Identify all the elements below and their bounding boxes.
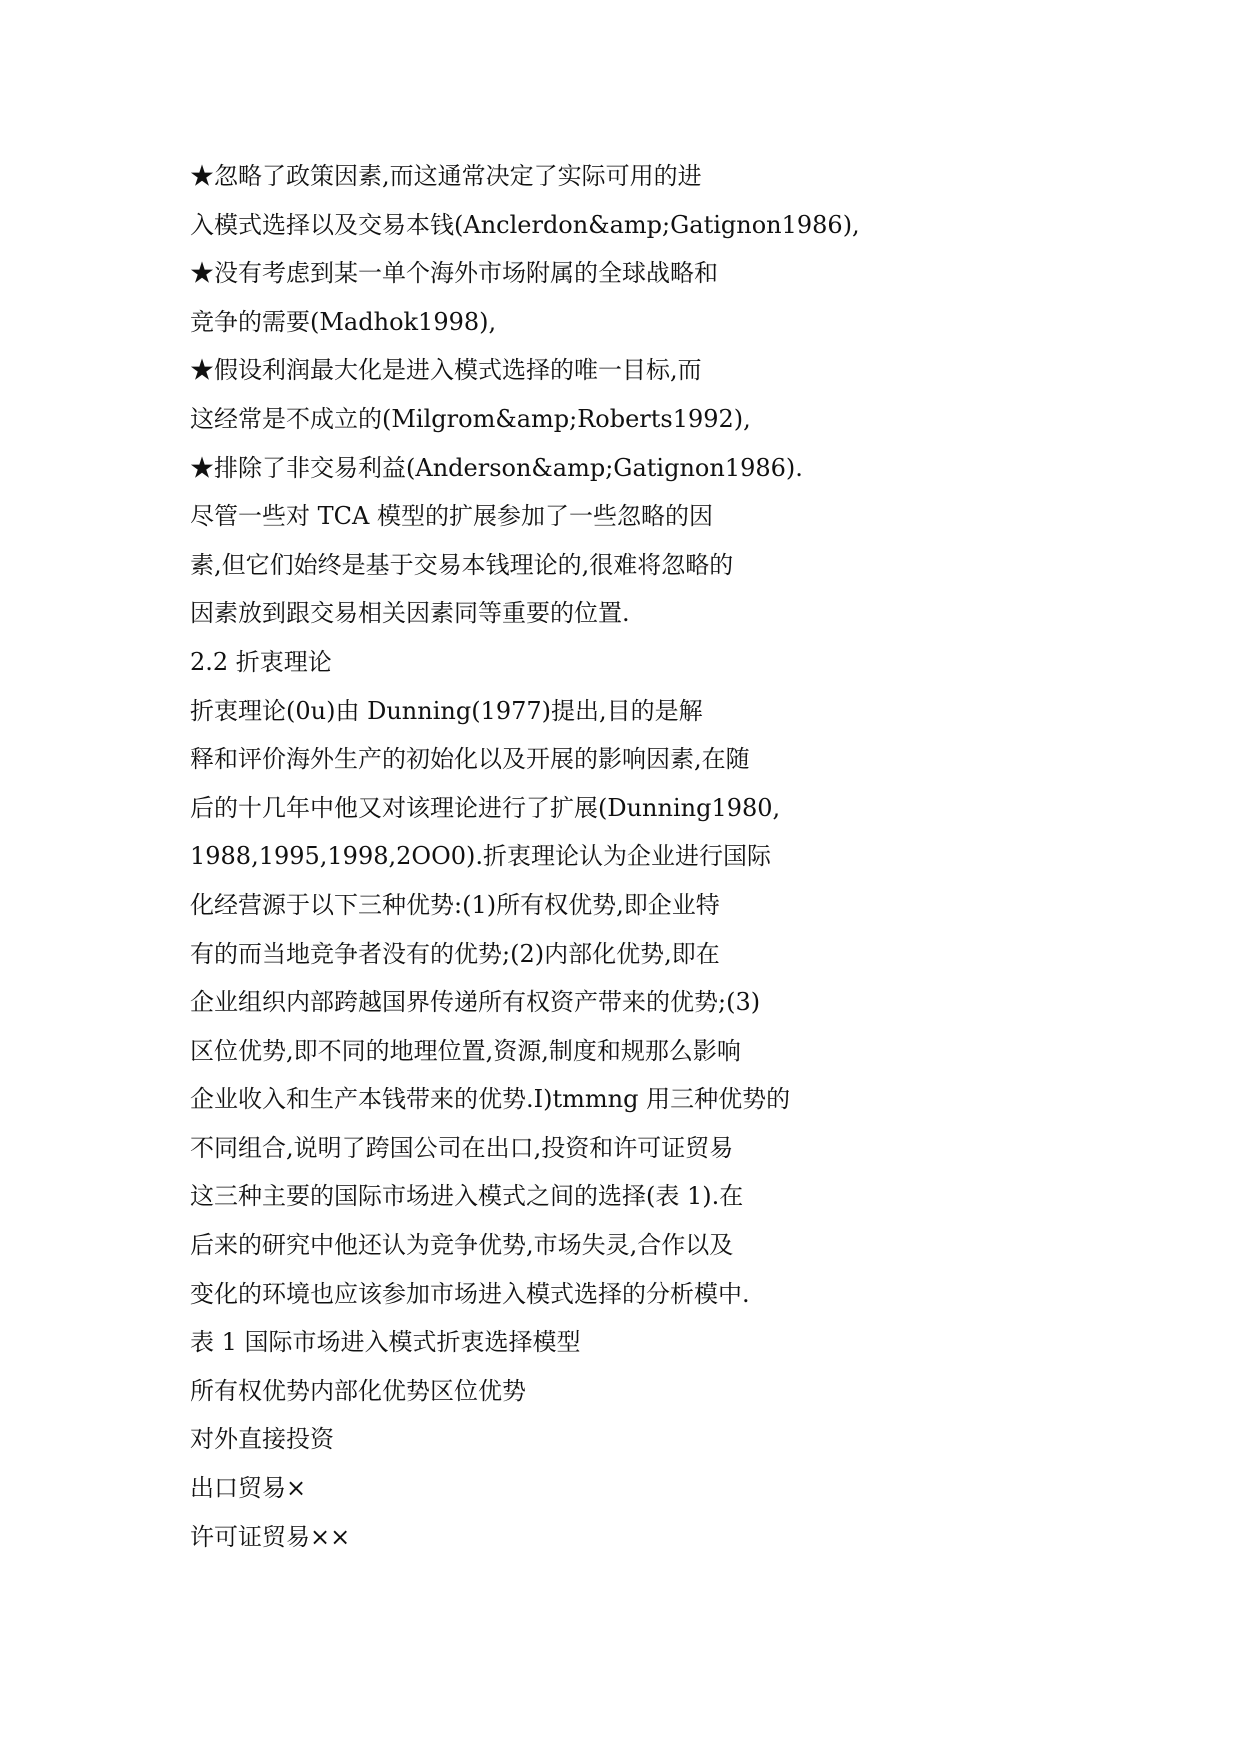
text-line: 不同组合,说明了跨国公司在出口,投资和许可证贸易 xyxy=(190,1133,734,1162)
text-line: 企业收入和生产本钱带来的优势.I)tmmng 用三种优势的 xyxy=(190,1085,791,1114)
text-line: 释和评价海外生产的初始化以及开展的影响因素,在随 xyxy=(190,745,750,774)
text-line: 区位优势,即不同的地理位置,资源,制度和规那么影响 xyxy=(190,1036,741,1065)
text-line: 尽管一些对 TCA 模型的扩展参加了一些忽略的因 xyxy=(190,502,713,531)
body-text xyxy=(190,152,1090,1561)
text-line: 企业组织内部跨越国界传递所有权资产带来的优势;(3) xyxy=(190,988,761,1017)
text-line: ★没有考虑到某一单个海外市场附属的全球战略和 xyxy=(190,259,718,288)
table-header-row: 所有权优势内部化优势区位优势 xyxy=(190,1376,526,1405)
section-heading: 2.2 折衷理论 xyxy=(190,647,332,676)
text-line: ★排除了非交易利益(Anderson&amp;Gatignon1986). xyxy=(190,453,803,482)
text-line: 1988,1995,1998,2OO0).折衷理论认为企业进行国际 xyxy=(190,842,772,871)
table-row: 许可证贸易×× xyxy=(190,1522,351,1551)
text-line: 折衷理论(0u)由 Dunning(1977)提出,目的是解 xyxy=(190,696,703,725)
text-line: 变化的环境也应该参加市场进入模式选择的分析模中. xyxy=(190,1279,750,1308)
text-line: 因素放到跟交易相关因素同等重要的位置. xyxy=(190,599,630,628)
table-row: 出口贸易× xyxy=(190,1474,307,1503)
text-line: 入模式选择以及交易本钱(Anclerdon&amp;Gatignon1986), xyxy=(190,210,860,239)
table-caption: 表 1 国际市场进入模式折衷选择模型 xyxy=(190,1328,581,1357)
text-line: ★忽略了政策因素,而这通常决定了实际可用的进 xyxy=(190,162,702,190)
text-line: 素,但它们始终是基于交易本钱理论的,很难将忽略的 xyxy=(190,550,734,579)
text-line: 后来的研究中他还认为竞争优势,市场失灵,合作以及 xyxy=(190,1231,734,1260)
table-row: 对外直接投资 xyxy=(190,1425,334,1454)
text-line: 后的十几年中他又对该理论进行了扩展(Dunning1980, xyxy=(190,793,781,822)
text-line: 这三种主要的国际市场进入模式之间的选择(表 1).在 xyxy=(190,1182,744,1211)
text-line: 这经常是不成立的(Milgrom&amp;Roberts1992), xyxy=(190,404,751,433)
text-line: ★假设利润最大化是进入模式选择的唯一目标,而 xyxy=(190,356,702,385)
text-line: 化经营源于以下三种优势:(1)所有权优势,即企业特 xyxy=(190,890,720,919)
text-line: 有的而当地竞争者没有的优势;(2)内部化优势,即在 xyxy=(190,939,720,968)
text-line: 竞争的需要(Madhok1998), xyxy=(190,307,497,336)
